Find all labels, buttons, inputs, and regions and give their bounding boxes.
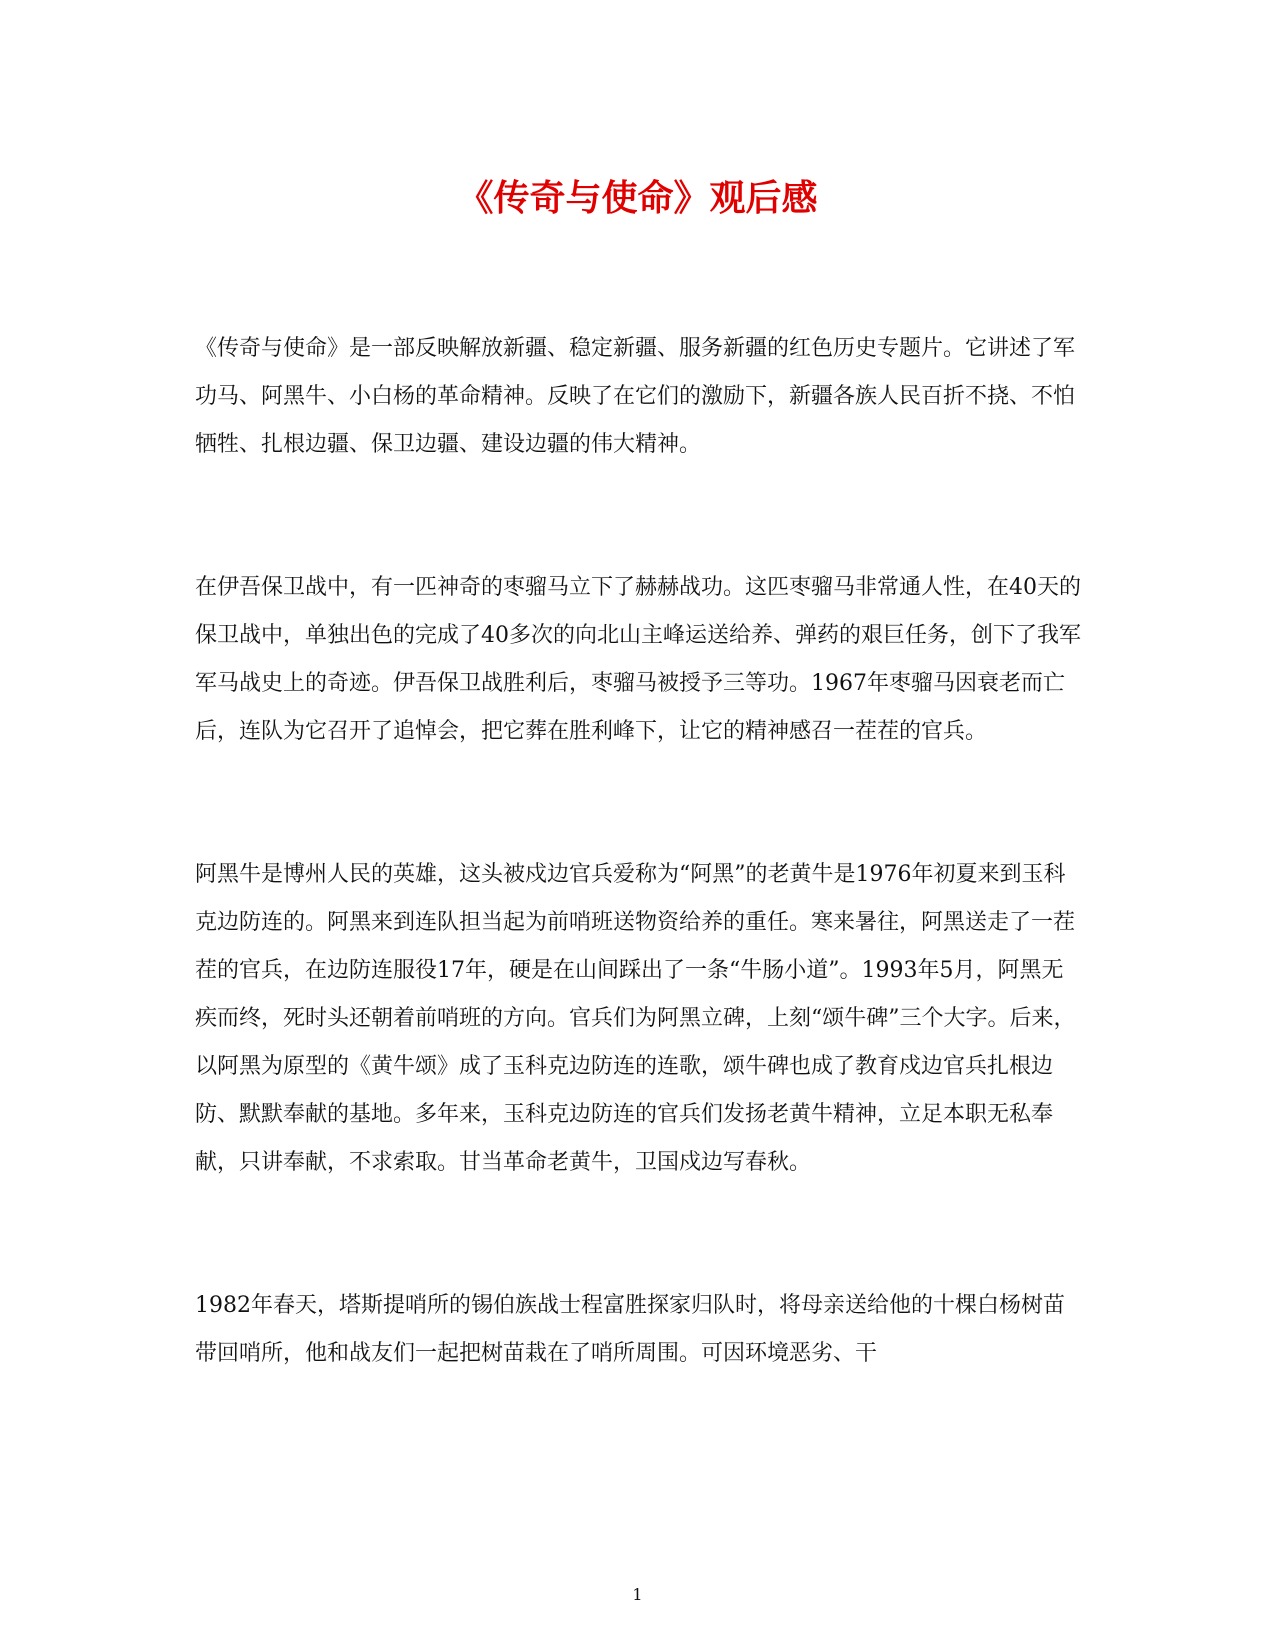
paragraph-white-poplar: 1982年春天，塔斯提哨所的锡伯族战士程富胜探家归队时，将母亲送给他的十棵白杨树苗带回哨所，他和战友们一起把树苗栽在了哨所周围。可因环境恶劣、干 bbox=[195, 1293, 1065, 1366]
page-number: 1 bbox=[632, 1585, 643, 1604]
document-title: 《传奇与使命》观后感 bbox=[457, 177, 818, 219]
document-body bbox=[195, 325, 1085, 1378]
paragraph-war-horse: 在伊吾保卫战中，有一匹神奇的枣骝马立下了赫赫战功。这匹枣骝马非常通人性，在40天的保卫战中，单独出色的完成了40多次的向北山主峰运送给养、弹药的艰巨任务，创下了我军军马战史上的奇迹。伊吾保卫战胜利后，枣骝马被授予三等功。1967年枣骝马因衰老而亡后，连队为它召开了追悼会，把它葬在胜利峰下，让它的精神感召一茬茬的官兵。 bbox=[195, 575, 1081, 744]
paragraph-ahei-ox: 阿黑牛是博州人民的英雄，这头被戍边官兵爱称为“阿黑”的老黄牛是1976年初夏来到玉科克边防连的。阿黑来到连队担当起为前哨班送物资给养的重任。寒来暑往，阿黑送走了一茬茬的官兵，在边防连服役17年，硬是在山间踩出了一条“牛肠小道”。1993年5月，阿黑无疾而终，死时头还朝着前哨班的方向。官兵们为阿黑立碑，上刻“颂牛碑”三个大字。后来，以阿黑为原型的《黄牛颂》成了玉科克边防连的连歌，颂牛碑也成了教育戍边官兵扎根边防、默默奉献的基地。多年来，玉科克边防连的官兵们发扬老黄牛精神，立足本职无私奉献，只讲奉献，不求索取。甘当革命老黄牛，卫国戍边写春秋。 bbox=[195, 862, 1076, 1175]
paragraph-intro: 《传奇与使命》是一部反映解放新疆、稳定新疆、服务新疆的红色历史专题片。它讲述了军功马、阿黑牛、小白杨的革命精神。反映了在它们的激励下，新疆各族人民百折不挠、不怕牺牲、扎根边疆、保卫边疆、建设边疆的伟大精神。 bbox=[195, 336, 1076, 457]
